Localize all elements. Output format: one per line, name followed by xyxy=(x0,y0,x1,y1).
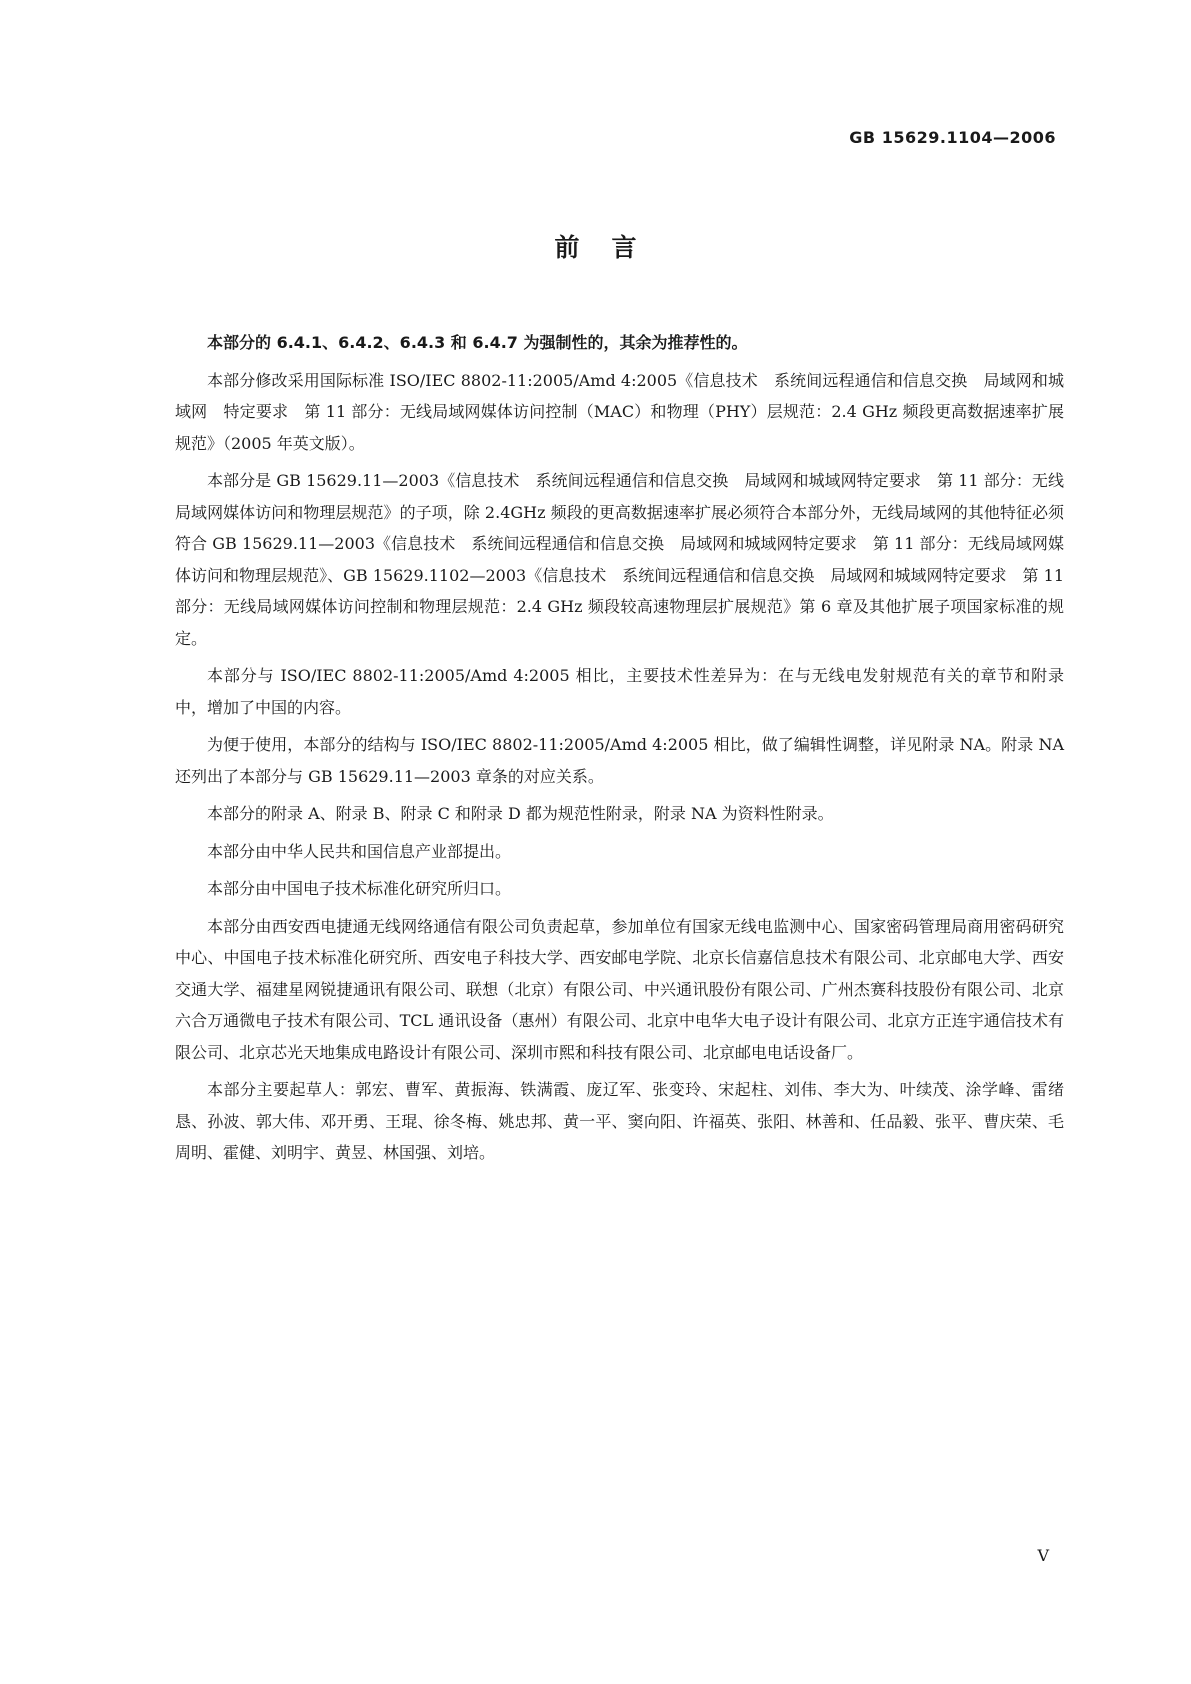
paragraph-drafters: 本部分主要起草人：郭宏、曹军、黄振海、铁满霞、庞辽军、张变玲、宋起柱、刘伟、李大为、叶续茂、涂学峰、雷绪恳、孙波、郭大伟、邓开勇、王琨、徐冬梅、姚忠邦、黄一平、窦向阳、许福英、张阳、林善和、任品毅、张平、曹庆荣、毛周明、霍健、刘明宇、黄昱、林国强、刘培。 xyxy=(175,1080,1064,1162)
foreword-body xyxy=(175,327,1064,1175)
paragraph-proposer: 本部分由中华人民共和国信息产业部提出。 xyxy=(207,841,512,861)
page-title: 前言 xyxy=(554,233,669,262)
paragraph-relation: 本部分是 GB 15629.11—2003《信息技术 系统间远程通信和信息交换 局域网和城域网特定要求 第 11 部分：无线局域网媒体访问和物理层规范》的子项，除 2.4GHz 频段的更高数据速率扩展必须符合本部分外，无线局域网的其他特征必须符合 GB 15629.11—2003《信息技术 系统间远程通信和信息交换 局域网和城域网特定要求 第 11 部分：无线局域网媒体访问和物理层规范》、GB 15629.1102—2003《信息技术 系统间远程通信和信息交换 局域网和城域网特定要求 第 11 部分：无线局域网媒体访问控制和物理层规范：2.4 GHz 频段较高速物理层扩展规范》第 6 章及其他扩展子项国家标准的规定。 xyxy=(175,471,1064,648)
paragraph-differences: 本部分与 ISO/IEC 8802-11:2005/Amd 4:2005 相比，主要技术性差异为：在与无线电发射规范有关的章节和附录中，增加了中国的内容。 xyxy=(175,666,1064,717)
paragraph-mandatory-clauses: 本部分的 6.4.1、6.4.2、6.4.3 和 6.4.7 为强制性的，其余为推荐性的。 xyxy=(207,333,748,352)
paragraph-centralized: 本部分由中国电子技术标准化研究所归口。 xyxy=(207,879,512,898)
paragraph-annexes: 本部分的附录 A、附录 B、附录 C 和附录 D 都为规范性附录，附录 NA 为资料性附录。 xyxy=(207,804,834,823)
paragraph-adoption: 本部分修改采用国际标准 ISO/IEC 8802-11:2005/Amd 4:2005《信息技术 系统间远程通信和信息交换 局域网和城域网 特定要求 第 11 部分：无线局域网媒体访问控制（MAC）和物理（PHY）层规范：2.4 GHz 频段更高数据速率扩展规范》（2005 年英文版）。 xyxy=(175,370,1064,453)
paragraph-drafting-units: 本部分由西安西电捷通无线网络通信有限公司负责起草，参加单位有国家无线电监测中心、国家密码管理局商用密码研究中心、中国电子技术标准化研究所、西安电子科技大学、西安邮电学院、北京长信嘉信息技术有限公司、北京邮电大学、西安交通大学、福建星网锐捷通讯有限公司、联想（北京）有限公司、中兴通讯股份有限公司、广州杰赛科技股份有限公司、北京六合万通微电子技术有限公司、TCL 通讯设备（惠州）有限公司、北京中电华大电子设计有限公司、北京方正连宇通信技术有限公司、北京芯光天地集成电路设计有限公司、深圳市熙和科技有限公司、北京邮电电话设备厂。 xyxy=(175,916,1064,1062)
paragraph-structure: 为便于使用，本部分的结构与 ISO/IEC 8802-11:2005/Amd 4:2005 相比，做了编辑性调整，详见附录 NA。附录 NA 还列出了本部分与 GB 15629.11—2003 章条的对应关系。 xyxy=(175,735,1064,786)
page-number: V xyxy=(1037,1546,1049,1565)
standard-number: GB 15629.1104—2006 xyxy=(849,128,1056,147)
